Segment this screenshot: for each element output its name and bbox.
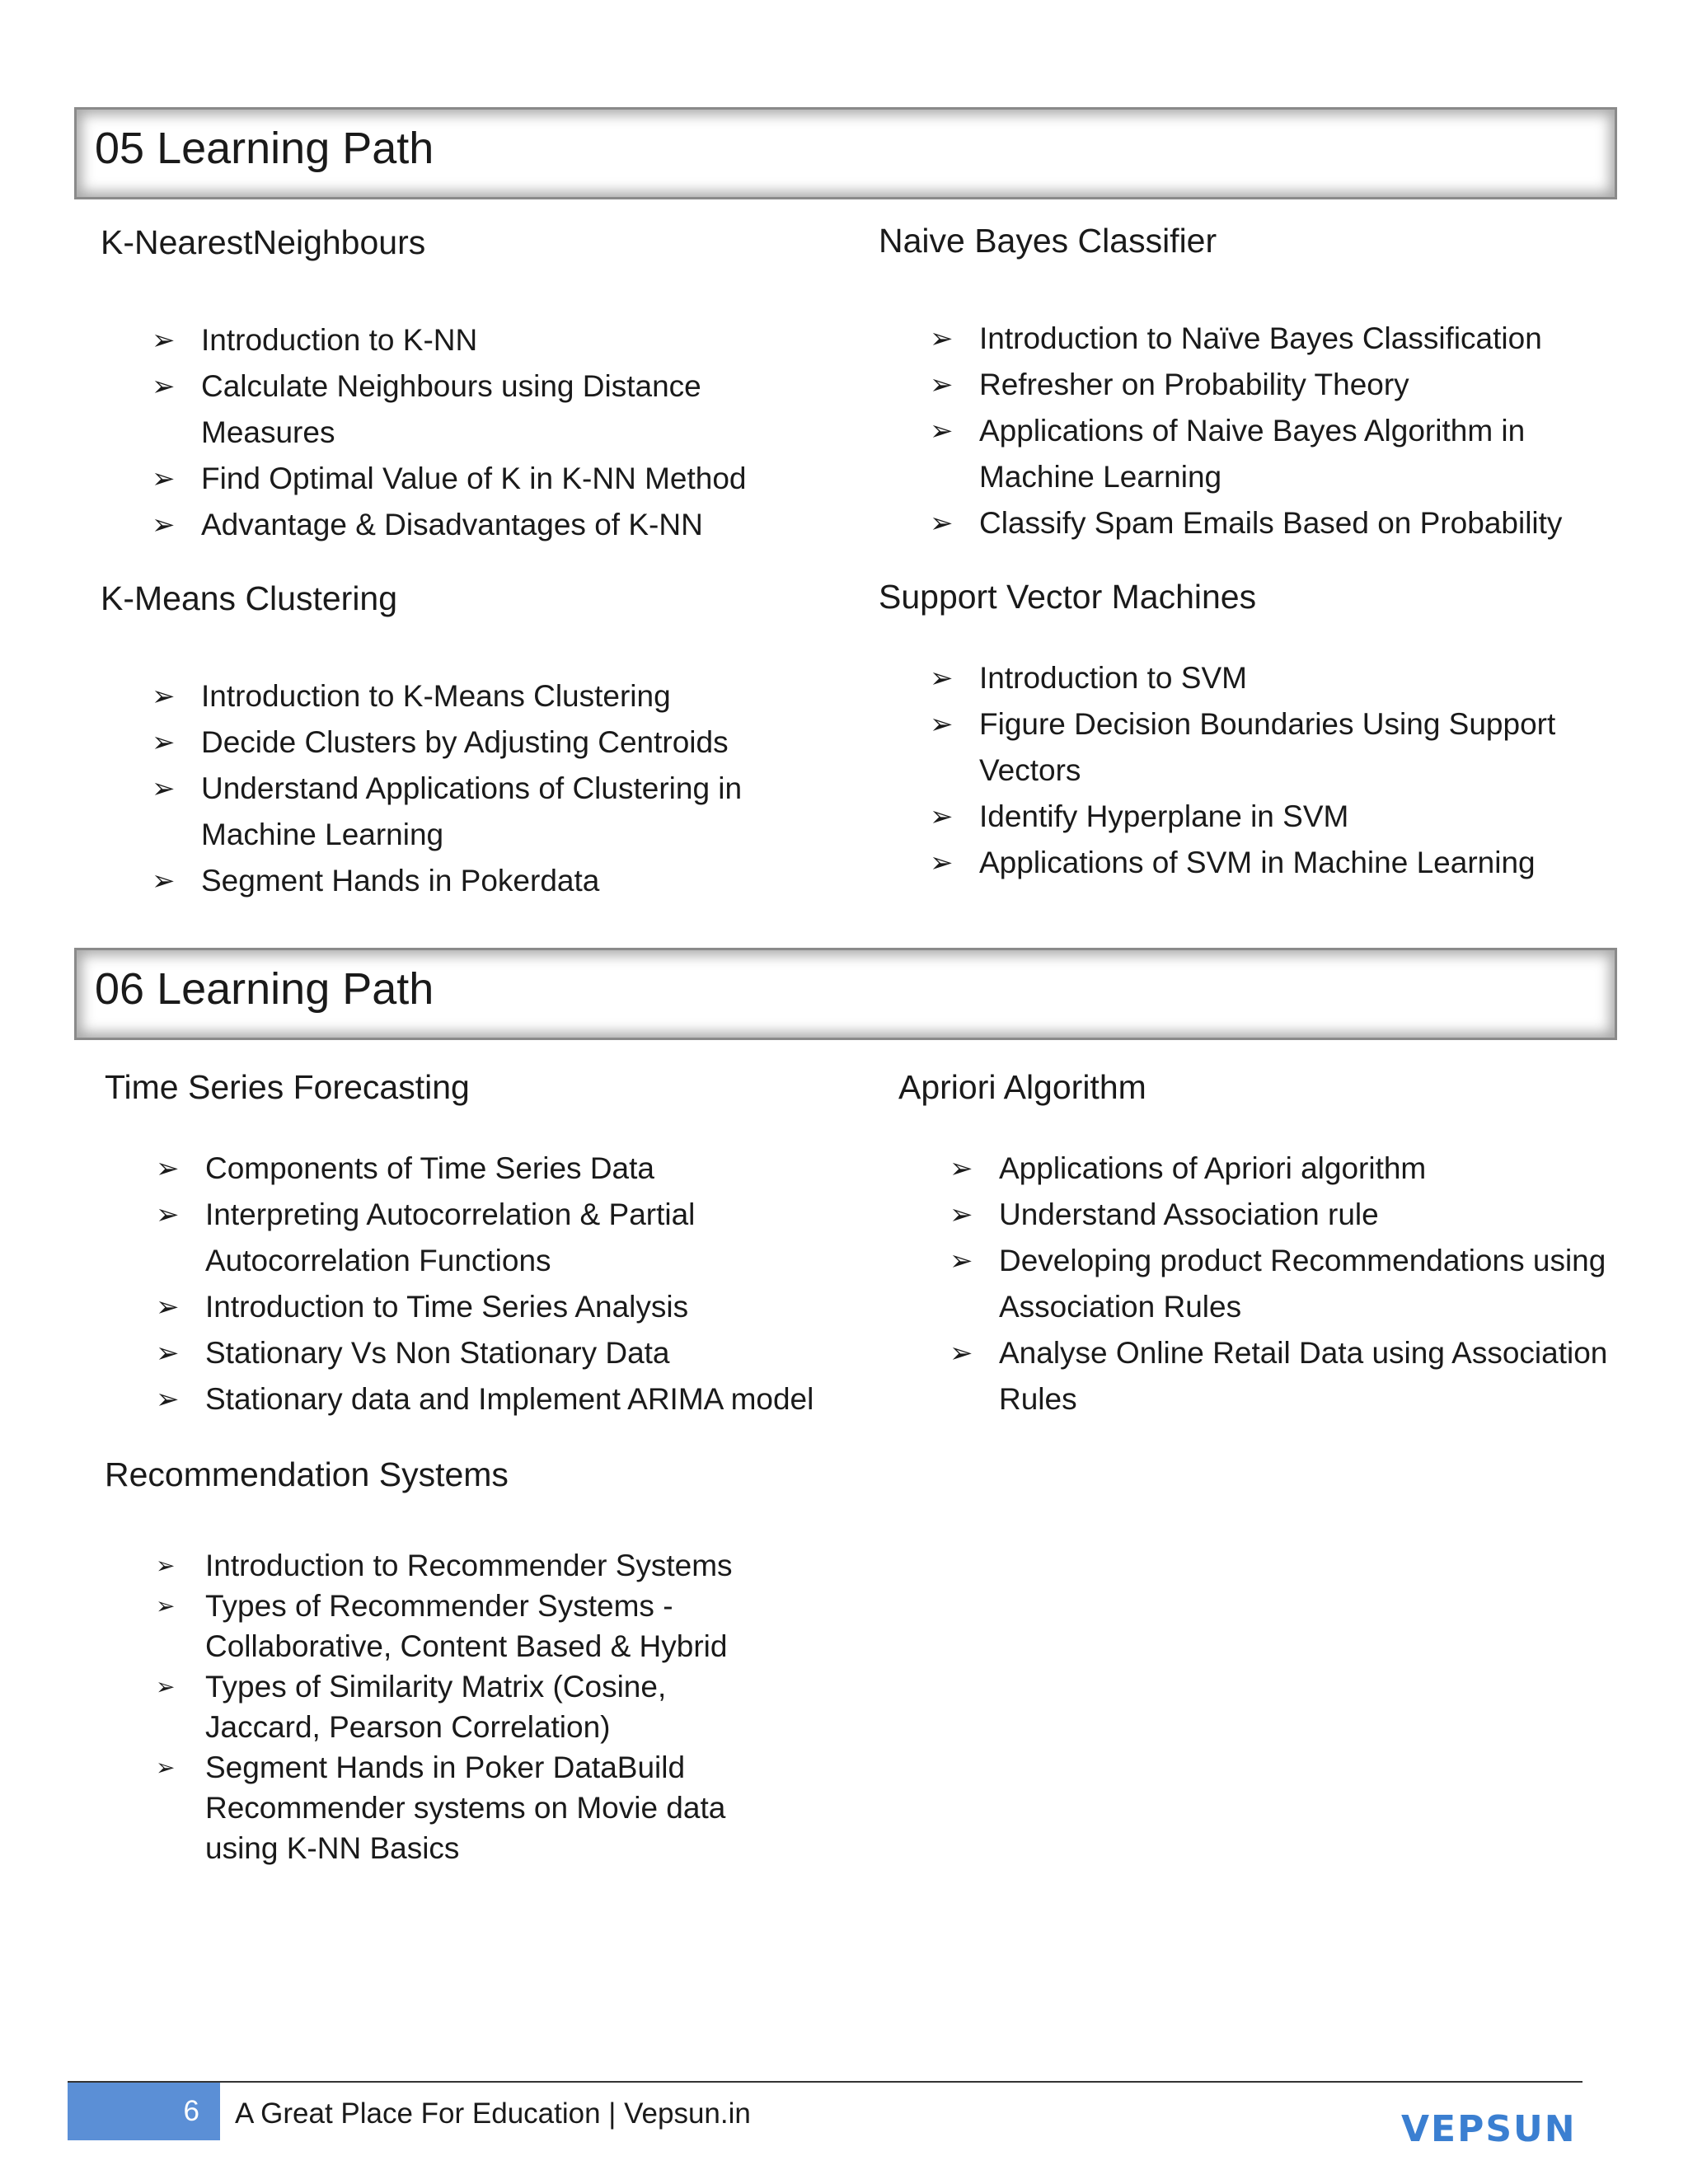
list-item: ➢ Stationary Vs Non Stationary Data [156, 1330, 873, 1376]
topic-kmeans [101, 579, 842, 898]
arrow-bullet-icon: ➢ [152, 371, 176, 402]
arrow-bullet-icon: ➢ [156, 1153, 180, 1184]
topic-title: K-Means Clustering [101, 579, 398, 617]
list-item: ➢ Segment Hands in Poker DataBuild Recommender systems on Movie data using K-NN Basics [156, 1747, 782, 1868]
arrow-bullet-icon: ➢ [930, 709, 954, 740]
list-item: ➢ Stationary data and Implement ARIMA model [156, 1376, 873, 1422]
arrow-bullet-icon: ➢ [950, 1245, 973, 1277]
list-item: ➢ Refresher on Probability Theory [930, 362, 1614, 408]
list-item: ➢ Classify Spam Emails Based on Probability [930, 500, 1614, 546]
topic-title: Time Series Forecasting [105, 1068, 470, 1106]
arrow-bullet-icon: ➢ [152, 509, 176, 541]
arrow-bullet-icon: ➢ [156, 1553, 176, 1578]
arrow-bullet-icon: ➢ [950, 1153, 973, 1184]
arrow-bullet-icon: ➢ [156, 1338, 180, 1369]
arrow-bullet-icon: ➢ [930, 663, 954, 694]
list-item: ➢ Developing product Recommendations using Association Rules [950, 1238, 1617, 1330]
list-item: ➢ Introduction to SVM [930, 655, 1614, 701]
arrow-bullet-icon: ➢ [950, 1338, 973, 1369]
list-item: ➢ Applications of Naive Bayes Algorithm in Machine Learning [930, 408, 1614, 500]
topic-title: Apriori Algorithm [898, 1068, 1146, 1106]
list-item: ➢ Components of Time Series Data [156, 1146, 873, 1192]
arrow-bullet-icon: ➢ [930, 508, 954, 539]
footer-tagline: A Great Place For Education | Vepsun.in [235, 2097, 751, 2130]
page-number: 6 [183, 2095, 199, 2127]
topic-list [152, 317, 828, 548]
list-item: ➢ Introduction to Recommender Systems [156, 1545, 782, 1586]
list-item: ➢ Types of Similarity Matrix (Cosine, Jaccard, Pearson Correlation) [156, 1666, 782, 1747]
topic-recommendation [105, 1455, 846, 1865]
list-item: ➢ Advantage & Disadvantages of K-NN [152, 502, 828, 548]
arrow-bullet-icon: ➢ [156, 1291, 180, 1323]
list-item: ➢ Applications of SVM in Machine Learning [930, 840, 1614, 886]
list-item: ➢ Introduction to Naïve Bayes Classification [930, 316, 1614, 362]
list-item: ➢ Identify Hyperplane in SVM [930, 794, 1614, 840]
arrow-bullet-icon: ➢ [152, 325, 176, 356]
list-item: ➢ Understand Applications of Clustering in Machine Learning [152, 766, 828, 858]
topic-title: Support Vector Machines [879, 578, 1257, 616]
list-item: ➢ Decide Clusters by Adjusting Centroids [152, 719, 828, 766]
list-item: ➢ Find Optimal Value of K in K-NN Method [152, 456, 828, 502]
list-item: ➢ Segment Hands in Pokerdata [152, 858, 828, 904]
arrow-bullet-icon: ➢ [950, 1199, 973, 1230]
arrow-bullet-icon: ➢ [156, 1199, 180, 1230]
list-item: ➢ Interpreting Autocorrelation & Partial Autocorrelation Functions [156, 1192, 873, 1284]
list-item: ➢ Introduction to K-NN [152, 317, 828, 363]
learning-path-05-header [74, 107, 1617, 199]
section-title: 06 Learning Path [95, 964, 434, 1014]
list-item: ➢ Analyse Online Retail Data using Association Rules [950, 1330, 1617, 1422]
list-item: ➢ Introduction to K-Means Clustering [152, 673, 828, 719]
topic-time-series [105, 1067, 846, 1416]
topic-list [930, 316, 1614, 546]
list-item: ➢ Calculate Neighbours using Distance Measures [152, 363, 828, 456]
list-item: ➢ Understand Association rule [950, 1192, 1617, 1238]
topic-title: Recommendation Systems [105, 1455, 509, 1493]
footer-divider [68, 2081, 1582, 2083]
topic-svm [879, 577, 1620, 879]
arrow-bullet-icon: ➢ [156, 1755, 176, 1780]
arrow-bullet-icon: ➢ [930, 847, 954, 879]
topic-list [152, 673, 828, 904]
vepsun-logo: VEPSUN [1401, 2108, 1577, 2150]
learning-path-06-header [74, 948, 1617, 1040]
arrow-bullet-icon: ➢ [930, 323, 954, 354]
topic-title: Naive Bayes Classifier [879, 222, 1217, 260]
topic-apriori [898, 1067, 1624, 1416]
topic-list [930, 655, 1614, 886]
section-title: 05 Learning Path [95, 124, 434, 173]
page-number-badge [68, 2083, 220, 2140]
list-item: ➢ Types of Recommender Systems - Collaborative, Content Based & Hybrid [156, 1586, 782, 1666]
arrow-bullet-icon: ➢ [156, 1674, 176, 1699]
topic-title: K-NearestNeighbours [101, 223, 426, 261]
topic-list [156, 1146, 873, 1422]
arrow-bullet-icon: ➢ [930, 369, 954, 401]
arrow-bullet-icon: ➢ [156, 1384, 180, 1415]
topic-list [950, 1146, 1617, 1422]
arrow-bullet-icon: ➢ [152, 727, 176, 758]
arrow-bullet-icon: ➢ [930, 801, 954, 832]
topic-knn [101, 223, 842, 541]
list-item: ➢ Applications of Apriori algorithm [950, 1146, 1617, 1192]
arrow-bullet-icon: ➢ [152, 463, 176, 494]
arrow-bullet-icon: ➢ [156, 1593, 176, 1619]
topic-naive-bayes [879, 221, 1620, 540]
list-item: ➢ Introduction to Time Series Analysis [156, 1284, 873, 1330]
list-item: ➢ Figure Decision Boundaries Using Support Vectors [930, 701, 1614, 794]
arrow-bullet-icon: ➢ [930, 415, 954, 447]
arrow-bullet-icon: ➢ [152, 865, 176, 897]
arrow-bullet-icon: ➢ [152, 681, 176, 712]
arrow-bullet-icon: ➢ [152, 773, 176, 804]
topic-list [156, 1545, 782, 1868]
